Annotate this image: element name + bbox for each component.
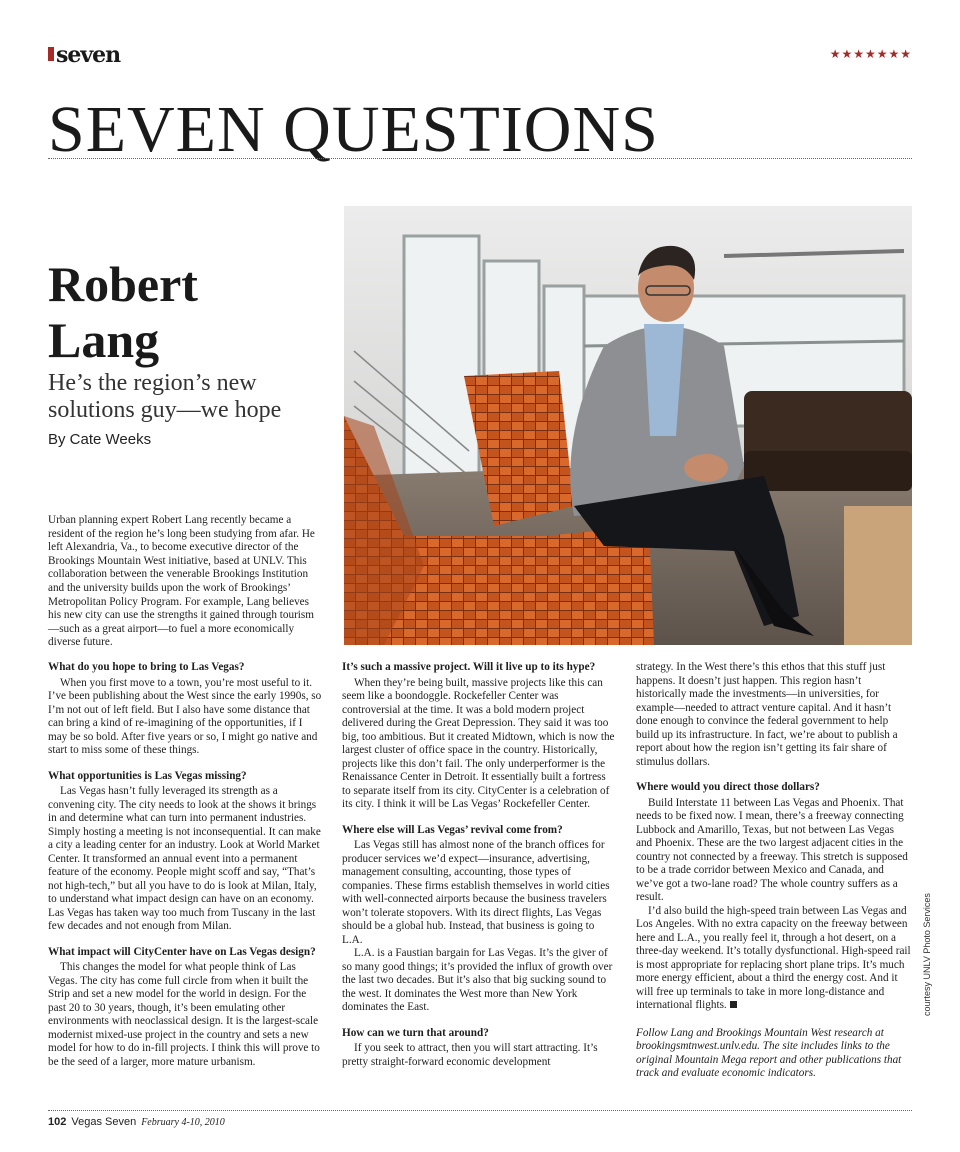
answer-paragraph [636,905,912,1013]
article-dek [48,370,281,424]
body-column-3 [636,661,912,1081]
page-number: 102 [48,1116,67,1128]
portrait-photo [344,206,912,645]
question-heading: What opportunities is Las Vegas missing? [48,769,247,782]
byline: By Cate Weeks [48,431,152,448]
lead-paragraph: Urban planning expert Robert Lang recently became a resident of the region he’s long been studying from afar. He left Alexandria, Va., to become executive director of the Brookings Mountain West initiative, based at UNLV. This collaboration between the venerable Brookings Institution and the university builds upon the work of Brookings’ Metropolitan Policy Program. For example, Lang believes his new city can use the strengths it gained through tourism—such as a great airport—to fuel a more economically diverse future. [48,514,315,649]
answer-paragraph: Las Vegas still has almost none of the branch offices for producer services we’d expect—insurance, advertising, management consulting, accounting, those types of companies. These firms establish themselves in world cities with well-connected airports because the business travelers won’t tolerate stopovers. With its direct flights, Las Vegas should be a global hub. Instead, that business is going to L.A. [342,839,610,946]
portrait-illustration [344,206,912,645]
dek-line: He’s the region’s new [48,370,257,396]
issue-date: February 4-10, 2010 [141,1117,225,1128]
dek-line: solutions guy—we hope [48,397,282,423]
answer-paragraph: Build Interstate 11 between Las Vegas and Phoenix. That needs to be fixed now. I mean, there’s a freeway connecting Lubbock and Amarillo, Texas, but not between Las Vegas and Phoenix. These are the two largest adjacent cities in the country not connected by a freeway. This stretch is supposed to be a trade corridor between Mexico and Canada, and we’ve got a two-lane road? The whole country suffers as a result. [636,796,908,903]
rating-stars-icon: ★★★★★★★ [829,47,912,61]
end-mark-icon [730,1001,737,1008]
answer-paragraph: Las Vegas hasn’t fully leveraged its strength as a convening city. The city needs to look at the shows it brings in and determine what can turn into permanent industries. Simply hosting a meeting is not inconsequential. It can make a city a leading center for an industry. Look at World Market Center. It transformed an annual event into a permanent feature of the economy. People might scoff and say, “That’s not high-tech,” but all you have to do is look at Milan, Italy, to understand what impact design can have on an economy. Las Vegas has taken way too much from Tuscany in the last few decades and not enough from Milan. [48,785,321,932]
page-footer [48,1116,225,1128]
question-heading: It’s such a massive project. Will it live up to its hype? [342,661,596,673]
question-heading: Where would you direct those dollars? [636,781,820,793]
publication-name: Vegas Seven [71,1116,137,1128]
question-heading: What impact will CityCenter have on Las Vegas design? [48,945,316,958]
answer-paragraph: L.A. is a Faustian bargain for Las Vegas. It’s the giver of so many good things; it’s provided the influx of growth over the last two decades. But it’s also that big sucking sound to the west. It dominates the West more than New York dominates the East. [342,947,613,1013]
answer-text: I’d also build the high-speed train between Las Vegas and Los Angeles. With no extra capacity on the freeway between here and L.A., you really feel it, through a hot desert, on a three-day weekend. It’s totally dysfunctional. High-speed rail is most appropriate for replacing short plane trips. It’s much more energy efficient, about a third the energy cost. And it will free up terminals to take in more long-distance and international flights. [636,904,911,1011]
body-column-1 [48,661,322,1069]
footer-divider [48,1110,912,1111]
question-heading: What do you hope to bring to Las Vegas? [48,661,245,673]
subject-last-name: Lang [48,312,160,368]
header-divider [48,158,912,159]
subject-name [48,256,198,368]
answer-paragraph: If you seek to attract, then you will start attracting. It’s pretty straight-forward economic development [342,1042,598,1068]
publication-logo [48,42,120,68]
logo-text: seven [56,42,121,68]
body-column-2 [342,661,616,1069]
subject-first-name: Robert [48,256,198,312]
research-credit: Follow Lang and Brookings Mountain West research at brookingsmtnwest.unlv.edu. The site includes links to the original Mountain Mega report and other publications that track and evaluate economic indicators. [636,1026,902,1079]
answer-continuation: strategy. In the West there’s this ethos that this stuff just happens. It doesn’t just happen. This region hasn’t historically made the investments—in universities, for example—needed to attract venture capital. And it hasn’t done enough to convince the federal government to help build up its infrastructure. In fact, we’re about to publish a report about how the region isn’t getting its fair share of stimulus dollars. [636,661,898,768]
answer-paragraph: This changes the model for what people think of Las Vegas. The city has come full circle from when it built the Strip and set a new model for the world in design. For the past 20 to 30 years, though, it’s been emulating other environments with neoclassical design. It is the largest-scale modernist mixed-use project in the country and sets a new model for how to do in-fill projects. I think this will prove to be the seed of a larger, more mature urbanism. [48,961,320,1068]
answer-paragraph: When they’re being built, massive projects like this can seem like a boondoggle. Rockefeller Center was controversial at the time. It was a bold modern project delivered during the Great Depression. They said it was too big, too ambitious. But it created Midtown, which is now the largest cluster of office space in the country. Historically, projects like this don’t fail. The only underperformer is the Renaissance Center in Detroit. It essentially built a fortress to separate itself from its city. CityCenter is a celebration of its city. I think it will be Las Vegas’ Rockefeller Center. [342,676,615,810]
logo-mark-icon [48,47,54,61]
question-heading: How can we turn that around? [342,1026,489,1039]
question-heading: Where else will Las Vegas’ revival come from? [342,823,563,836]
photo-credit: courtesy UNLV Photo Services [922,893,932,1016]
section-title: SEVEN QUESTIONS [48,93,659,166]
answer-paragraph: When you first move to a town, you’re most useful to it. I’ve been publishing about the West since the early 1990s, so I’m not out of left field. But I also have some distance that can bring a kind of re-imagining of the opportunities, if I may be so bold. After five years or so, I might go native and start to miss some of these things. [48,676,322,756]
